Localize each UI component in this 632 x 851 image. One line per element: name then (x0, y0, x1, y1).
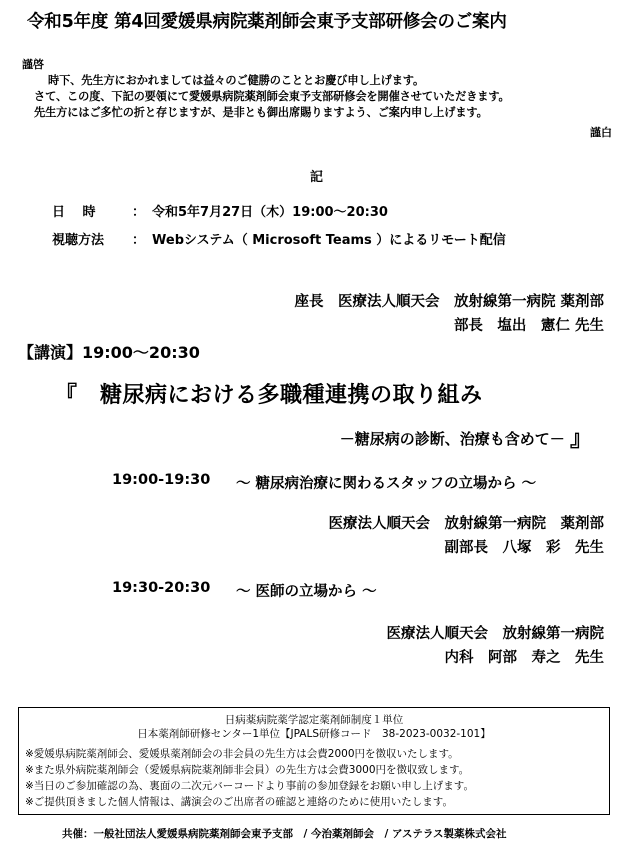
method-value: Webシステム（ Microsoft Teams ）によるリモート配信 (152, 233, 506, 248)
note-line: ※ご提供頂きました個人情報は、講演会のご出席者の確認と連絡のために使用いたします。 (25, 796, 453, 808)
date-label: 日 時 (52, 205, 96, 220)
ki-heading: 記 (310, 170, 324, 185)
lecture-header: 【講演】19:00～20:30 (18, 343, 200, 362)
credit-line: 日本薬剤師研修センター1単位【JPALS研修コード 38-2023-0032-101】 (137, 728, 491, 740)
credits-box (18, 707, 610, 815)
footer-cosponsors: 共催：一般社団法人愛媛県病院薬剤師会東予支部 / 今治薬剤師会 / アステラス製薬株式会社 (62, 828, 507, 840)
lecture-subtitle (340, 422, 592, 453)
lecture-title: 『 糖尿病における多職種連携の取り組み (55, 383, 483, 408)
session-topic: ～ 糖尿病治療に関わるスタッフの立場から ～ (236, 476, 537, 492)
chair-name: 部長 塩出 憲仁 先生 (453, 318, 604, 334)
session-speaker: 副部長 八塚 彩 先生 (444, 540, 604, 556)
session-topic: ～ 医師の立場から ～ (236, 584, 377, 600)
subtitle-text: －糖尿病の診断、治療も含めて－ (339, 430, 565, 448)
note-line: ※また県外病院薬剤師会（愛媛県病院薬剤師非会員）の先生方は会費3000円を徴収致します。 (25, 764, 470, 776)
session-affiliation: 医療法人順天会 放射線第一病院 薬剤部 (328, 516, 604, 532)
greeting-line: 先生方にはご多忙の折と存じますが、是非とも御出席賜りますよう、ご案内申し上げます。 (34, 106, 488, 119)
date-value: 令和5年7月27日（木）19:00～20:30 (152, 205, 388, 220)
closing-salutation: 謹白 (590, 126, 612, 139)
close-bracket: 』 (569, 427, 592, 452)
session-time: 19:30-20:30 (112, 580, 211, 596)
method-colon: ： (132, 233, 146, 248)
session-affiliation: 医療法人順天会 放射線第一病院 (386, 626, 604, 642)
note-line: ※当日のご参加確認の為、裏面の二次元バーコードより事前の参加登録をお願い申し上げます。 (25, 780, 474, 792)
credit-line: 日病薬病院薬学認定薬剤師制度１単位 (224, 714, 404, 726)
opening-salutation: 謹啓 (22, 58, 44, 71)
method-label: 視聴方法 (52, 233, 105, 248)
greeting-line: さて、この度、下記の要領にて愛媛県病院薬剤師会東予支部研修会を開催させていただきます。 (34, 90, 510, 103)
date-colon: ： (132, 205, 146, 220)
session-time: 19:00-19:30 (112, 472, 211, 488)
session-speaker: 内科 阿部 寿之 先生 (444, 650, 604, 666)
page-title: 令和5年度 第4回愛媛県病院薬剤師会東予支部研修会のご案内 (27, 12, 507, 32)
greeting-line: 時下、先生方におかれましては益々のご健勝のこととお慶び申し上げます。 (48, 74, 425, 87)
chair-affiliation: 座長 医療法人順天会 放射線第一病院 薬剤部 (294, 294, 604, 310)
note-line: ※愛媛県病院薬剤師会、愛媛県薬剤師会の非会員の先生方は会費2000円を徴収いたします。 (25, 748, 459, 760)
